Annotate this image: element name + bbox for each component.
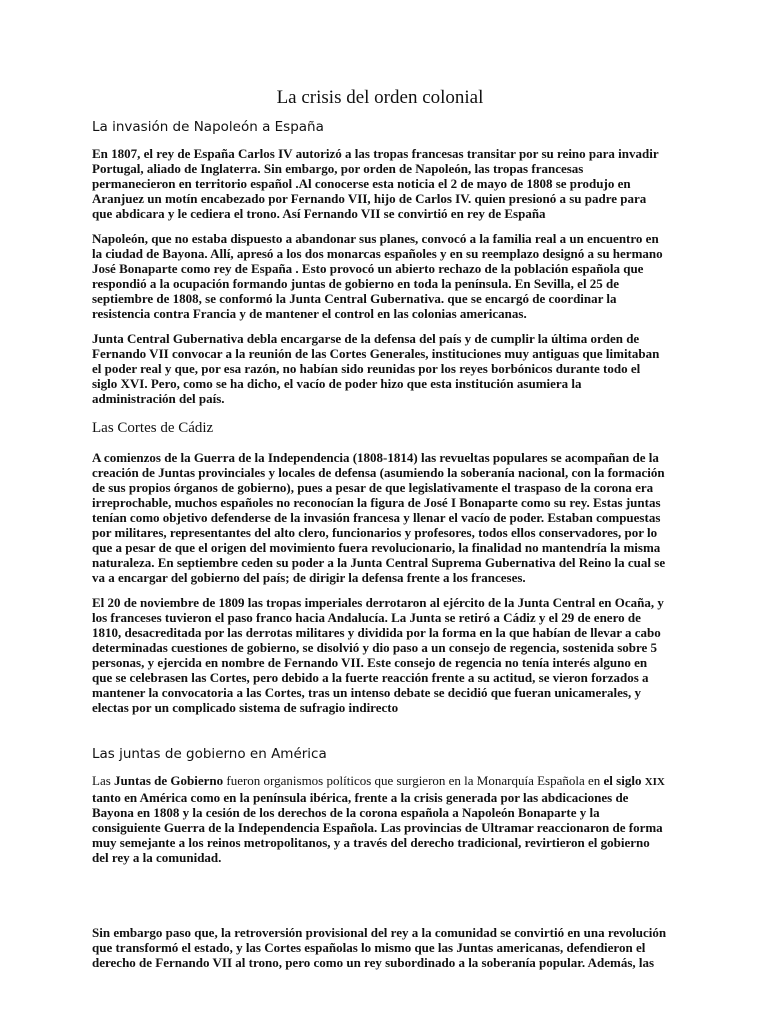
century-numeral: XIX xyxy=(644,776,665,788)
paragraph: Napoleón, que no estaba dispuesto a abandonar sus planes, convocó a la familia real a un encuentro en la ciudad de Bayona. Allí, apresó a los dos monarcas españoles y en su reemplazo designó a su hermano José Bonaparte como rey de España . Esto provocó un abierto rechazo de la población española que respondió a la ocupación formando juntas de gobierno en toda la península. En Sevilla, el 25 de septiembre de 1808, se conformó la Junta Central Gubernativa. que se encargó de coordinar la resistencia contra Francia y de mantener el control en las colonias americanas. xyxy=(92,231,663,321)
page-title: La crisis del orden colonial xyxy=(276,87,484,108)
text-run: Las xyxy=(92,773,115,788)
section-heading-invasion: La invasión de Napoleón a España xyxy=(92,119,324,135)
text-run-bold: tanto en América como en la península ibérica, frente a la crisis generada por las abdicaciones de Bayona en 1808 y la cesión de los derechos de la corona española a Napoleón Bonaparte y la consiguiente Guerra de la Independencia Española. Las provincias de Ultramar reaccionaron de forma muy semejante a los reinos metropolitanos, y a través del derecho tradicional, revirtieron el gobierno del rey a la comunidad. xyxy=(92,790,663,865)
section-heading-cortes: Las Cortes de Cádiz xyxy=(92,420,214,436)
paragraph-mixed xyxy=(92,773,668,865)
paragraph: Sin embargo paso que, la retroversión provisional del rey a la comunidad se convirtió en una revolución que transformó el estado, y las Cortes españolas lo mismo que las Juntas americanas, defendieron el derecho de Fernando VII al trono, pero como un rey subordinado a la soberanía popular. Además, las xyxy=(92,925,667,970)
text-run: fueron organismos políticos que surgieron en la Monarquía Española en xyxy=(223,773,604,788)
paragraph: En 1807, el rey de España Carlos IV autorizó a las tropas francesas transitar por su reino para invadir Portugal, aliado de Inglaterra. Sin embargo, por orden de Napoleón, las tropas francesas permanecieron en territorio español .Al conocerse esta noticia el 2 de mayo de 1808 se produjo en Aranjuez un motín encabezado por Fernando VII, hijo de Carlos IV. quien presionó a su padre para que abdicara y le cediera el trono. Así Fernando VII se convirtió en rey de España xyxy=(92,146,659,221)
section-heading-juntas-america: Las juntas de gobierno en América xyxy=(92,746,327,762)
paragraph: A comienzos de la Guerra de la Independencia (1808-1814) las revueltas populares se acompañan de la creación de Juntas provinciales y locales de defensa (asumiendo la soberanía nacional, con la formación de sus propios órganos de gobierno), pues a pesar de que legislativamente el traspaso de la corona era irreprochable, muchos españoles no reconocían la figura de José I Bonaparte como su rey. Estas juntas tenían como objetivo defenderse de la invasión francesa y llenar el vacío de poder. Estaban compuestas por militares, representantes del alto clero, funcionarios y profesores, todos ellos conservadores, por lo que a pesar de que el origen del movimiento fuera revolucionario, la finalidad no mantendría la misma naturaleza. En septiembre ceden su poder a la Junta Central Suprema Gubernativa del Reino la cual se va a encargar del gobierno del país; de dirigir la defensa frente a los franceses. xyxy=(92,450,666,585)
text-run-bold: el siglo xyxy=(603,773,645,788)
paragraph: El 20 de noviembre de 1809 las tropas imperiales derrotaron al ejército de la Junta Central en Ocaña, y los franceses tuvieron el paso franco hacia Andalucía. La Junta se retiró a Cádiz y el 29 de enero de 1810, desacreditada por las derrotas militares y dividida por la forma en la que habían de llevar a cabo determinadas cuestiones de gobierno, se disolvió y dio paso a un consejo de regencia, sostenida sobre 5 personas, y ejercida en nombre de Fernando VII. Este consejo de regencia no tenía interés alguno en que se celebrasen las Cortes, pero debido a la fuerte reacción frente a su actitud, se vieron forzados a mantener la convocatoria a las Cortes, tras un intenso debate se decidió que fueran unicamerales, y electas por un complicado sistema de sufragio indirecto xyxy=(92,595,664,715)
text-run-bold: Juntas de Gobierno xyxy=(114,773,224,788)
paragraph: Junta Central Gubernativa debla encargarse de la defensa del país y de cumplir la última orden de Fernando VII convocar a la reunión de las Cortes Generales, instituciones muy antiguas que limitaban el poder real y que, por esa razón, no habían sido reunidas por los reyes borbónicos durante todo el siglo XVI. Pero, como se ha dicho, el vacío de poder hizo que esta institución asumiera la administración del país. xyxy=(92,331,660,406)
